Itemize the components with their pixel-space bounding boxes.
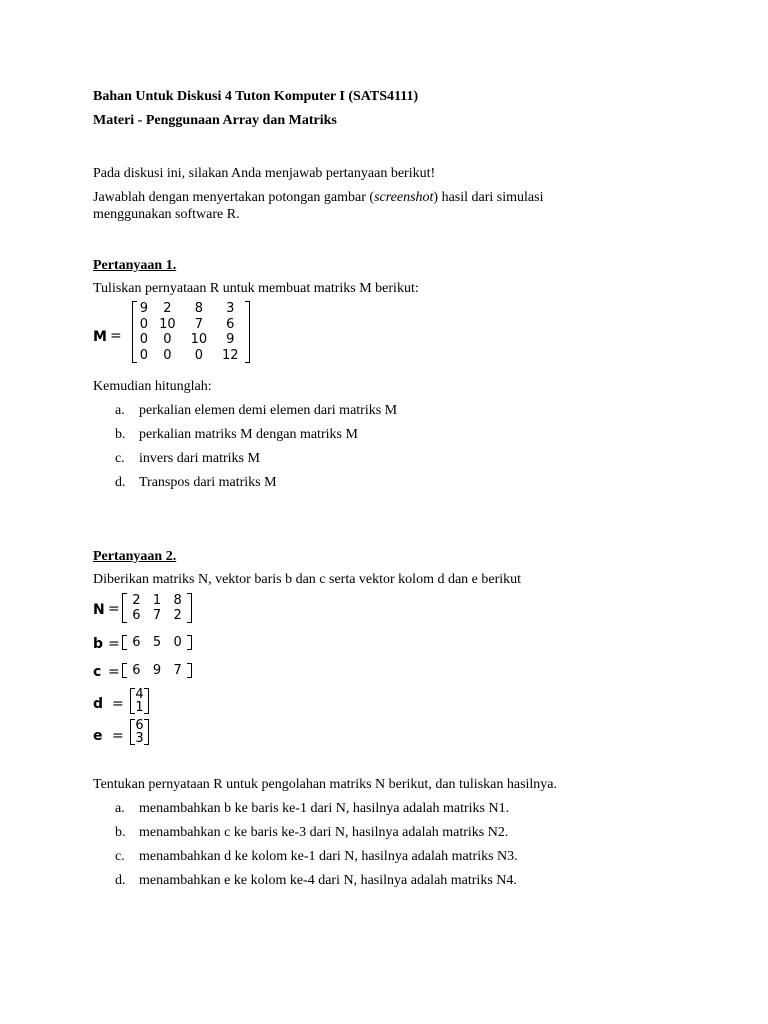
document-title: Bahan Untuk Diskusi 4 Tuton Komputer I (SATS4111) — [93, 89, 419, 104]
matrix-cell: 7 — [152, 608, 162, 623]
matrix-row — [134, 732, 145, 745]
question-2-item-letter: d. — [115, 873, 126, 888]
matrix-cell: 0 — [163, 347, 172, 363]
question-2-item-text: menambahkan b ke baris ke-1 dari N, hasilnya adalah matriks N1. — [139, 801, 510, 816]
matrix-cell: 1 — [135, 700, 144, 715]
document-subtitle: Materi - Penggunaan Array dan Matriks — [93, 113, 337, 128]
matrix-cell: 12 — [222, 347, 239, 363]
matrix-cell: 7 — [173, 663, 182, 678]
question-2-item-letter: a. — [115, 801, 125, 816]
question-1-item-letter: d. — [115, 475, 126, 490]
question-2-item-letter: c. — [115, 849, 125, 864]
question-1-item-text: Transpos dari matriks M — [139, 475, 277, 490]
matrix-n-label: N — [93, 602, 105, 618]
matrix-cell: 8 — [194, 301, 203, 316]
vector-b-equals: = — [108, 636, 120, 652]
matrix-m — [132, 301, 250, 363]
vector-e — [130, 719, 149, 745]
matrix-cell: 0 — [139, 316, 148, 332]
intro-instruction-cont: menggunakan software R. — [93, 207, 240, 222]
matrix-cell: 5 — [152, 635, 162, 650]
question-1-prompt: Tuliskan pernyataan R untuk membuat matriks M berikut: — [93, 281, 419, 296]
matrix-cell: 2 — [173, 608, 182, 623]
matrix-cell: 0 — [139, 332, 148, 347]
vector-d-equals: = — [112, 696, 124, 712]
compute-heading: Kemudian hitunglah: — [93, 379, 212, 394]
question-1-heading: Pertanyaan 1. — [93, 258, 177, 273]
matrix-cell: 9 — [152, 663, 162, 678]
matrix-cell: 0 — [173, 635, 182, 650]
matrix-row — [136, 348, 246, 364]
question-1-item-text: perkalian elemen demi elemen dari matriks M — [139, 403, 398, 418]
matrix-row — [126, 663, 188, 678]
matrix-cell: 2 — [163, 301, 172, 316]
matrix-cell: 2 — [132, 593, 141, 608]
vector-b — [122, 635, 192, 650]
matrix-row — [134, 701, 145, 714]
vector-c-equals: = — [108, 664, 120, 680]
matrix-n-equals: = — [108, 601, 120, 617]
vector-e-equals: = — [112, 728, 124, 744]
vector-e-label: e — [93, 728, 103, 744]
question-1-item-letter: a. — [115, 403, 125, 418]
matrix-cell: 6 — [132, 608, 141, 623]
matrix-cell: 7 — [194, 316, 203, 332]
question-2-item-text: menambahkan c ke baris ke-3 dari N, hasilnya adalah matriks N2. — [139, 825, 509, 840]
vector-c-label: c — [93, 664, 102, 680]
question-2-item-letter: b. — [115, 825, 126, 840]
vector-c — [122, 663, 192, 678]
matrix-row — [136, 332, 246, 348]
matrix-cell: 1 — [152, 593, 162, 608]
question-2-prompt: Diberikan matriks N, vektor baris b dan c serta vektor kolom d dan e berikut — [93, 572, 522, 587]
matrix-cell: 0 — [139, 347, 148, 363]
matrix-cell: 0 — [163, 332, 172, 347]
matrix-m-equals: = — [110, 328, 122, 344]
matrix-cell: 6 — [226, 316, 235, 332]
matrix-n — [122, 593, 192, 623]
question-2-item-text: menambahkan d ke kolom ke-1 dari N, hasilnya adalah matriks N3. — [139, 849, 518, 864]
matrix-row — [136, 301, 246, 317]
matrix-row — [126, 608, 188, 623]
matrix-cell: 3 — [226, 301, 235, 316]
matrix-cell: 6 — [132, 663, 141, 678]
matrix-cell: 10 — [159, 316, 176, 332]
vector-d — [130, 688, 149, 714]
matrix-cell: 0 — [194, 347, 203, 363]
matrix-cell: 9 — [139, 301, 148, 316]
vector-d-label: d — [93, 696, 104, 712]
matrix-cell: 8 — [173, 593, 182, 608]
matrix-m-label: M — [93, 329, 107, 345]
matrix-row — [136, 317, 246, 333]
matrix-cell: 6 — [135, 718, 144, 733]
intro-instruction: Jawablah dengan menyertakan potongan gambar (screenshot) hasil dari simulasi — [93, 190, 544, 205]
matrix-row — [126, 593, 188, 608]
matrix-cell: 10 — [190, 332, 208, 347]
matrix-cell: 3 — [135, 731, 144, 746]
intro-line: Pada diskusi ini, silakan Anda menjawab pertanyaan berikut! — [93, 166, 436, 181]
matrix-row — [126, 635, 188, 650]
question-2-heading: Pertanyaan 2. — [93, 549, 177, 564]
question-1-item-text: perkalian matriks M dengan matriks M — [139, 427, 358, 442]
question-1-item-text: invers dari matriks M — [139, 451, 260, 466]
vector-b-label: b — [93, 636, 104, 652]
matrix-cell: 4 — [135, 687, 144, 702]
question-2-item-text: menambahkan e ke kolom ke-4 dari N, hasilnya adalah matriks N4. — [139, 873, 517, 888]
matrix-cell: 9 — [226, 332, 235, 347]
question-2-task: Tentukan pernyataan R untuk pengolahan matriks N berikut, dan tuliskan hasilnya. — [93, 777, 558, 792]
question-1-item-letter: b. — [115, 427, 126, 442]
question-1-item-letter: c. — [115, 451, 125, 466]
matrix-cell: 6 — [132, 635, 141, 650]
screenshot-italic: screenshot — [374, 190, 434, 205]
